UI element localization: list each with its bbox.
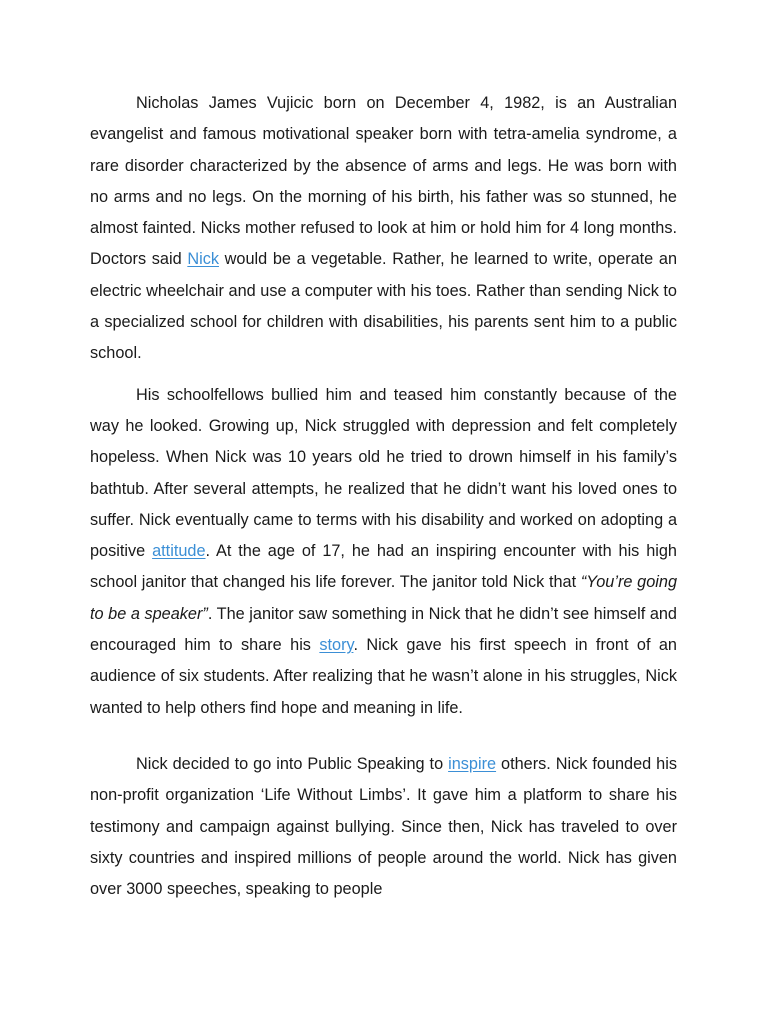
paragraph-1-text-2: would be a vegetable. Rather, he learned to write, operate an electric wheelchair and use a computer with his toes. Rather than sending Nick to a specialized school for children with disabilities, his parents sent him to a public school.: [90, 250, 677, 363]
paragraph-1-text-1: Nicholas James Vujicic born on December 4, 1982, is an Australian evangelist and famous motivational speaker born with tetra-amelia syndrome, a rare disorder characterized by the absence of arms and legs. He was born with no arms and no legs. On the morning of his birth, his father was so stunned, he almost fainted. Nicks mother refused to look at him or hold him for 4 long months. Doctors said: [90, 94, 677, 269]
janitor-quote: “You’re going to be a speaker”: [90, 573, 677, 623]
inspire-link[interactable]: inspire: [448, 754, 497, 773]
document-page: [90, 88, 677, 905]
paragraph-2-text-4: . Nick gave his first speech in front of an audience of six students. After realizing that he wasn’t alone in his struggles, Nick wanted to help others find hope and meaning in life.: [90, 636, 677, 717]
paragraph-2-text-3: . The janitor saw something in Nick that he didn’t see himself and encouraged him to share his: [90, 604, 677, 655]
story-link[interactable]: story: [319, 636, 354, 655]
paragraph-2: [90, 380, 677, 724]
paragraph-2-text-1: His schoolfellows bullied him and teased him constantly because of the way he looked. Growing up, Nick struggled with depression and felt completely hopeless. When Nick was 10 years old he tried to drown himself in his family’s bathtub. After several attempts, he realized that he didn’t want his loved ones to suffer. Nick eventually came to terms with his disability and worked on adopting a positive: [90, 385, 677, 561]
nick-link[interactable]: Nick: [187, 250, 219, 269]
paragraph-2-text-2: . At the age of 17, he had an inspiring encounter with his high school janitor that changed his life forever. The janitor told Nick that: [90, 542, 677, 592]
paragraph-3-text-2: others. Nick founded his non-profit organization ‘Life Without Limbs’. It gave him a platform to share his testimony and campaign against bullying. Since then, Nick has traveled to over sixty countries and inspired millions of people around the world. Nick has given over 3000 speeches, speaking to people: [90, 754, 677, 899]
paragraph-3-text-1: Nick decided to go into Public Speaking to: [136, 754, 449, 773]
paragraph-3: [90, 749, 677, 905]
paragraph-1: [90, 88, 677, 370]
attitude-link[interactable]: attitude: [152, 542, 206, 561]
